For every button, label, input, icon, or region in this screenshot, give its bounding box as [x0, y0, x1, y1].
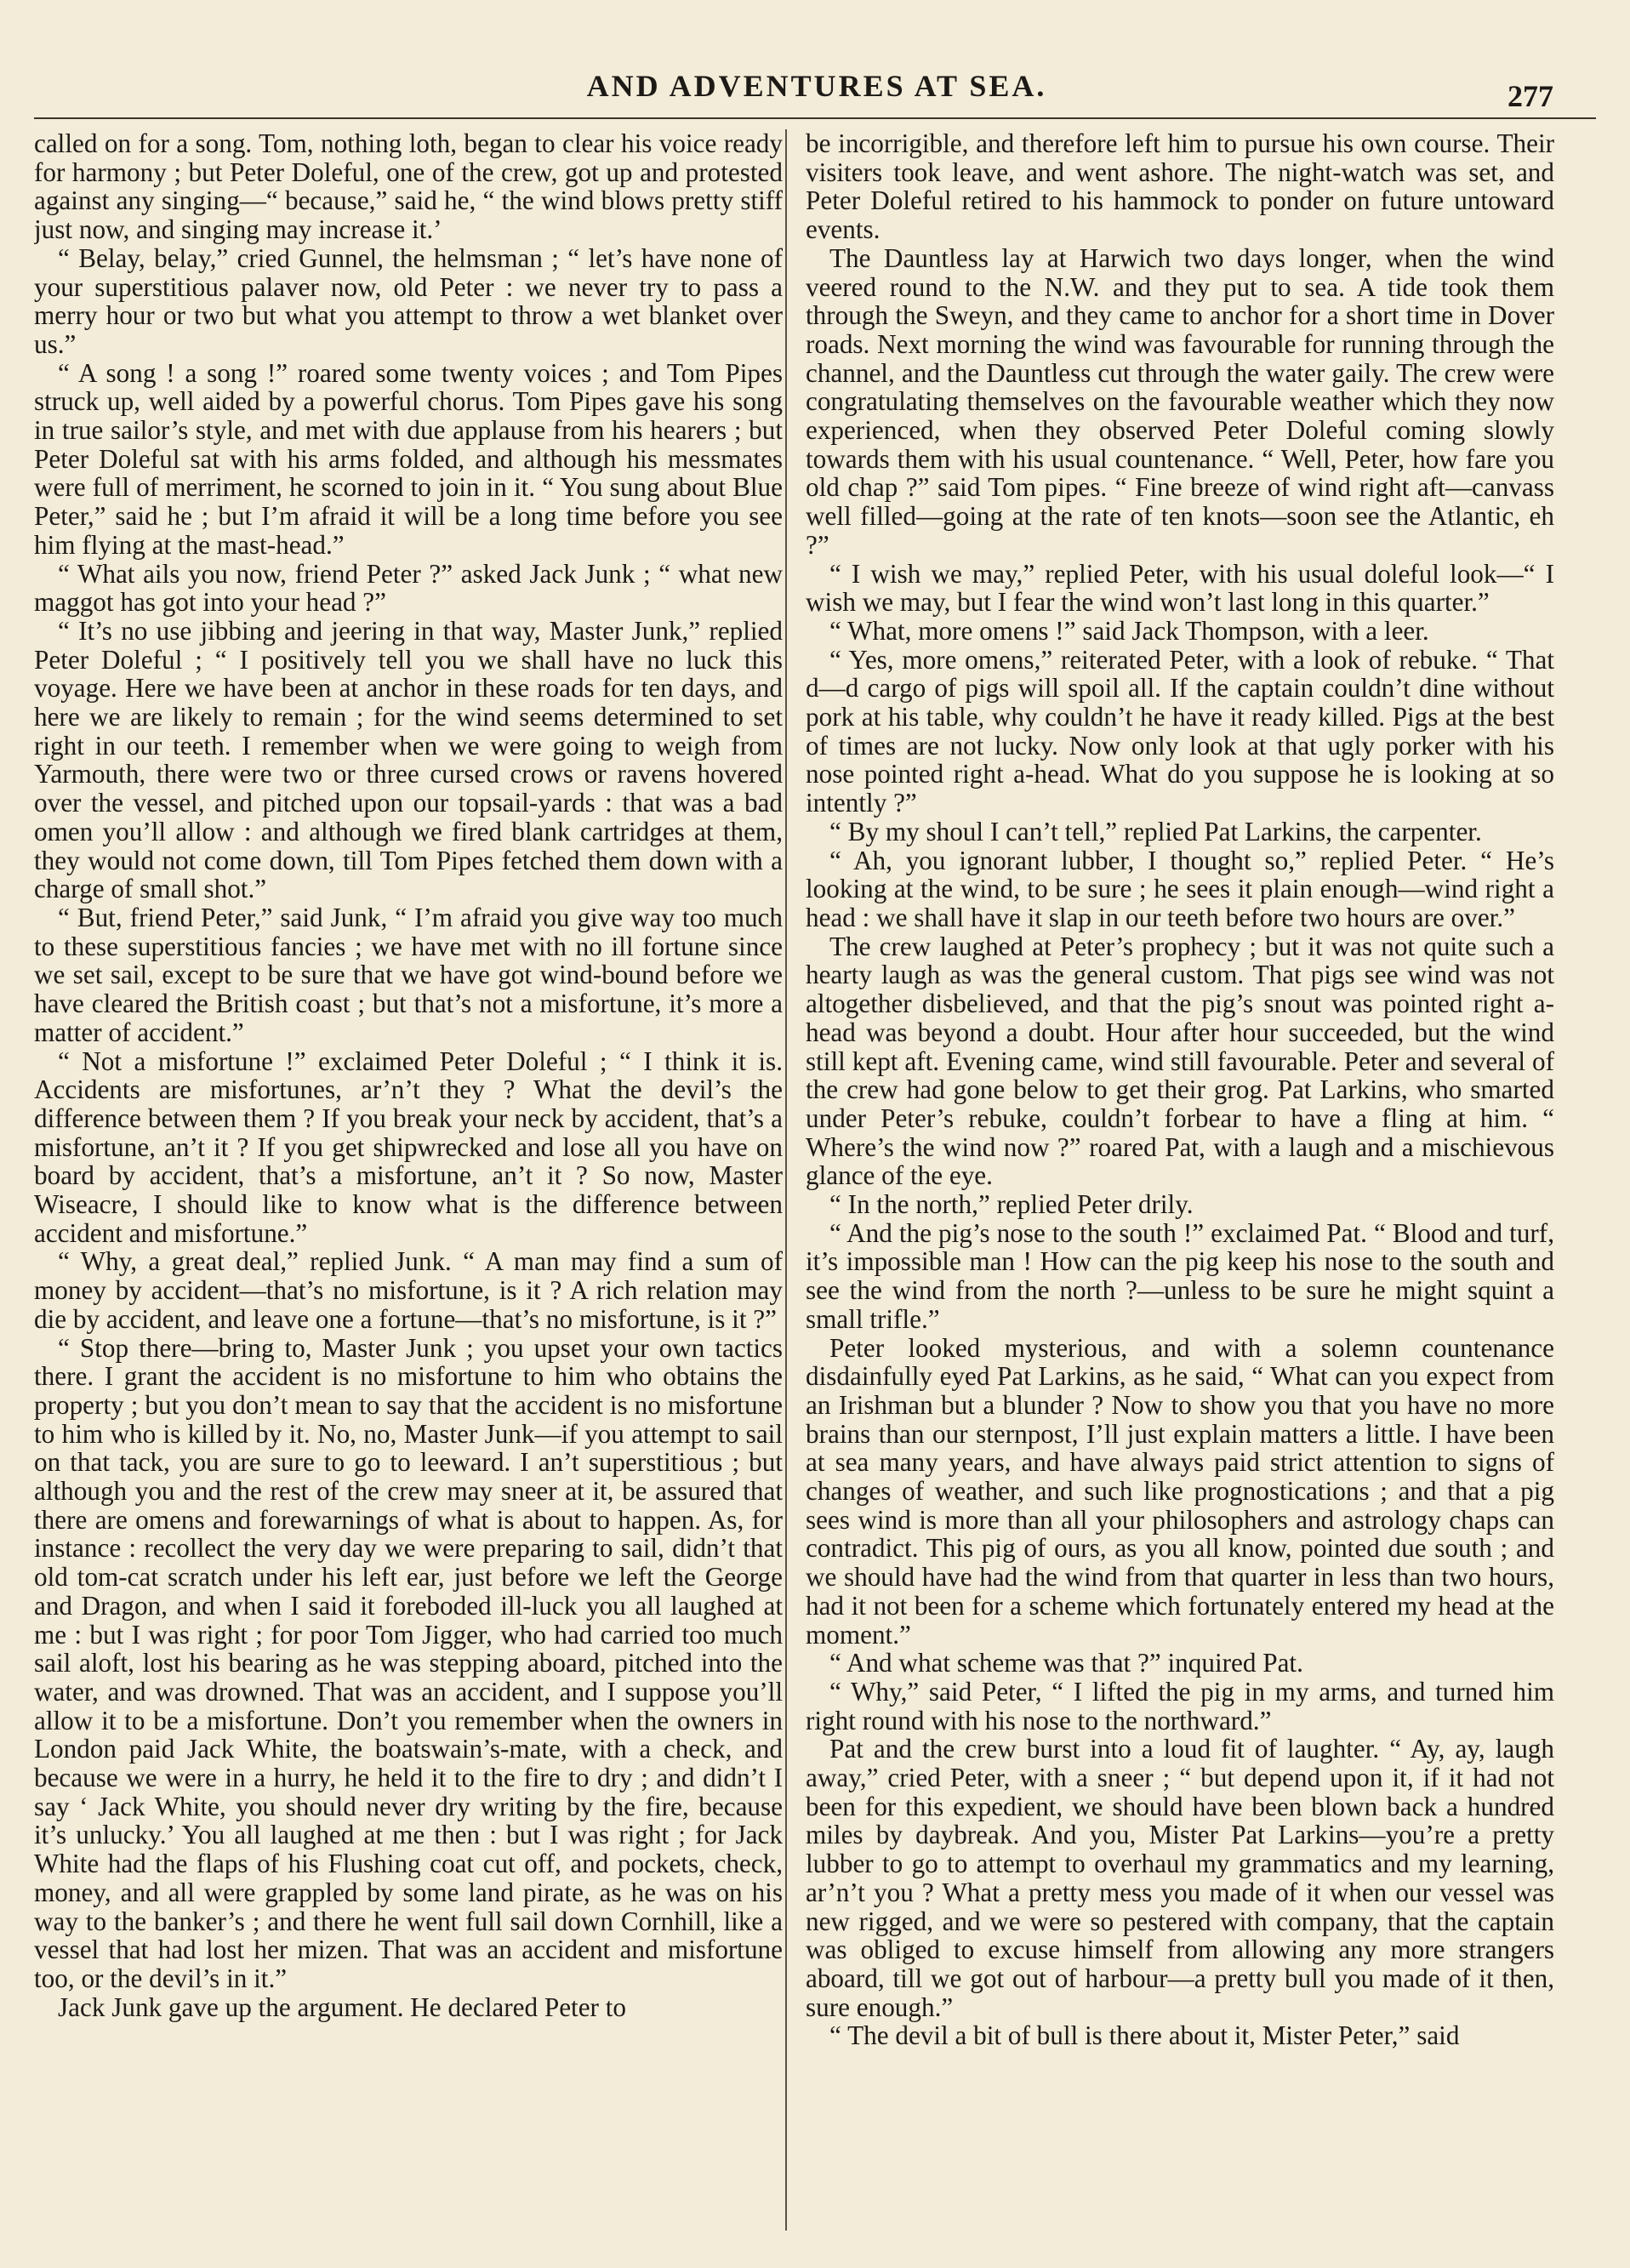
- paragraph: “ And what scheme was that ?” inquired Pat.: [829, 1648, 1303, 1678]
- paragraph: “ The devil a bit of bull is there about it, Mister Peter,” said: [829, 2020, 1460, 2051]
- page-header: [0, 0, 1630, 128]
- paragraph: be incorrigible, and therefore left him to pursue his own course. Their visiters took leave, and went ashore. The night-watch was set, and Peter Doleful retired to his hammock to ponder on future untoward events.: [806, 129, 1554, 245]
- paragraph: “ I wish we may,” replied Peter, with his usual doleful look—“ I wish we may, but I fear the wind won’t last long in this quarter.”: [806, 558, 1554, 618]
- paragraph: The crew laughed at Peter’s prophecy ; but it was not quite such a hearty laugh as was the general custom. That pigs see wind was not altogether disbelieved, and that the pig’s snout was pointed right a-head was beyond a doubt. Hour after hour succeeded, but the wind still kept aft. Evening came, wind still favourable. Peter and several of the crew had gone below to get their grog. Pat Larkins, who smarted under Peter’s rebuke, couldn’t forbear to have a fling at him. “ Where’s the wind now ?” roared Pat, with a laugh and a mischievous glance of the eye.: [806, 931, 1554, 1191]
- right-column: [806, 129, 1554, 2239]
- paragraph: “ Not a misfortune !” exclaimed Peter Doleful ; “ I think it is. Accidents are misfortunes, ar’n’t they ? What the devil’s the difference between them ? If you break your neck by accident, that’s a misfortune, an’t it ? If you get shipwrecked and lose all you have on board by accident, that’s a misfortune, an’t it ? So now, Master Wiseacre, I should like to know what is the difference between accident and misfortune.”: [34, 1046, 783, 1248]
- paragraph: Peter looked mysterious, and with a solemn countenance disdainfully eyed Pat Larkins, as he said, “ What can you expect from an Irishman but a blunder ? Now to show you that you have no more brains than our sternpost, I’ll just explain matters a little. I have been at sea many years, and have always paid strict attention to signs of changes of weather, and such like prognostications ; and that a pig sees wind is more than all your philosophers and astrology chaps can contradict. This pig of ours, as you all know, pointed due south ; and we should have had the wind from that quarter in less than two hours, had it not been for a scheme which fortunately entered my head at the moment.”: [806, 1332, 1554, 1650]
- paragraph: “ What, more omens !” said Jack Thompson, with a leer.: [829, 615, 1429, 646]
- paragraph: “ In the north,” replied Peter drily.: [829, 1189, 1194, 1220]
- page-number: 277: [1507, 79, 1553, 113]
- paragraph: “ Why,” said Peter, “ I lifted the pig in my arms, and turned him right round with his nose to the northward.”: [806, 1676, 1554, 1735]
- paragraph: “ Belay, belay,” cried Gunnel, the helmsman ; “ let’s have none of your superstitious palaver now, old Peter : we never try to pass a merry hour or two but what you attempt to throw a wet blanket over us.”: [34, 242, 783, 359]
- paragraph: Jack Junk gave up the argument. He declared Peter to: [58, 1992, 626, 2022]
- left-column: [34, 129, 783, 2239]
- paragraph: Pat and the crew burst into a loud fit of laughter. “ Ay, ay, laugh away,” cried Peter, with a sneer ; “ but depend upon it, if it had not been for this expedient, we should have been blown back a hundred miles by daybreak. And you, Mister Pat Larkins—you’re a pretty lubber to go to attempt to overhaul my grammatics and my learning, ar’n’t you ? What a pretty mess you made of it when our vessel was new rigged, and we were so pestered with company, that the captain was obliged to excuse himself from allowing any more strangers aboard, till we got out of harbour—a pretty bull you made of it then, sure enough.”: [806, 1734, 1554, 2022]
- paragraph: “ Yes, more omens,” reiterated Peter, with a look of rebuke. “ That d—d cargo of pigs will spoil all. If the captain couldn’t dine without pork at his table, why couldn’t he have it ready killed. Pigs at the best of times are not lucky. Now only look at that ugly porker with his nose pointed right a-head. What do you suppose he is looking at so intently ?”: [806, 644, 1554, 818]
- running-title: AND ADVENTURES AT SEA.: [586, 69, 1047, 103]
- paragraph: The Dauntless lay at Harwich two days longer, when the wind veered round to the N.W. and they put to sea. A tide took them through the Sweyn, and they came to anchor for a short time in Dover roads. Next morning the wind was favourable for running through the channel, and the Dauntless cut through the water gaily. The crew were congratulating themselves on the favourable weather which they now experienced, when they observed Peter Doleful coming slowly towards them with his usual countenance. “ Well, Peter, how fare you old chap ?” said Tom pipes. “ Fine breeze of wind right aft—canvass well filled—going at the rate of ten knots—soon see the Atlantic, eh ?”: [806, 242, 1554, 560]
- paragraph: “ By my shoul I can’t tell,” replied Pat Larkins, the carpenter.: [829, 816, 1482, 846]
- header-rule: [34, 117, 1596, 119]
- paragraph: “ What ails you now, friend Peter ?” asked Jack Junk ; “ what new maggot has got into your head ?”: [34, 558, 783, 618]
- paragraph: called on for a song. Tom, nothing loth, began to clear his voice ready for harmony ; but Peter Doleful, one of the crew, got up and protested against any singing—“ because,” said he, “ the wind blows pretty stiff just now, and singing may increase it.’: [34, 129, 783, 245]
- paragraph: “ It’s no use jibbing and jeering in that way, Master Junk,” replied Peter Doleful ; “ I positively tell you we shall have no luck this voyage. Here we have been at anchor in these roads for ten days, and here we are likely to remain ; for the wind seems determined to set right in our teeth. I remember when we were going to weigh from Yarmouth, there were two or three cursed crows or ravens hovered over the vessel, and pitched upon our topsail-yards : that was a bad omen you’ll allow : and although we fired blank cartridges at them, they would not come down, till Tom Pipes fetched them down with a charge of small shot.”: [34, 615, 783, 904]
- paragraph: “ Ah, you ignorant lubber, I thought so,” replied Peter. “ He’s looking at the wind, to be sure ; he sees it plain enough—wind right a head : we shall have it slap in our teeth before two hours are over.”: [806, 845, 1554, 932]
- paragraph: “ And the pig’s nose to the south !” exclaimed Pat. “ Blood and turf, it’s impossible man ! How can the pig keep his nose to the south and see the wind from the north ?—unless to be sure he might squint a small trifle.”: [806, 1217, 1554, 1334]
- paragraph: “ Stop there—bring to, Master Junk ; you upset your own tactics there. I grant the accident is no misfortune to him who obtains the property ; but you don’t mean to say that the accident is no misfortune to him who is killed by it. No, no, Master Junk—if you attempt to sail on that tack, you are sure to go to leeward. I an’t superstitious ; but although you and the rest of the crew may sneer at it, be assured that there are omens and forewarnings of what is about to happen. As, for instance : recollect the very day we were preparing to sail, didn’t that old tom-cat scratch under his left ear, just before we left the George and Dragon, and when I said it foreboded ill-luck you all laughed at me : but I was right ; for poor Tom Jigger, who had carried too much sail aloft, lost his bearing as he was stepping aboard, pitched into the water, and was drowned. That was an accident, and I suppose you’ll allow it to be a misfortune. Don’t you remember when the owners in London paid Jack White, the boatswain’s-mate, with a check, and because we were in a hurry, he held it to the fire to dry ; and didn’t I say ‘ Jack White, you should never dry writing by the fire, because it’s unlucky.’ You all laughed at me then : but I was right ; for Jack White had the flaps of his Flushing coat cut off, and pockets, check, money, and all were grappled by some land pirate, as he was on his way to the banker’s ; and there he went full sail down Cornhill, like a vessel that had lost her mizen. That was an accident and misfortune too, or the devil’s in it.”: [34, 1332, 783, 1993]
- column-divider: [785, 129, 787, 2231]
- paragraph: “ A song ! a song !” roared some twenty voices ; and Tom Pipes struck up, well aided by a powerful chorus. Tom Pipes gave his song in true sailor’s style, and met with due applause from his hearers ; but Peter Doleful sat with his arms folded, and although his messmates were full of merriment, he scorned to join in it. “ You sung about Blue Peter,” said he ; but I’m afraid it will be a long time before you see him flying at the mast-head.”: [34, 357, 783, 560]
- paragraph: “ But, friend Peter,” said Junk, “ I’m afraid you give way too much to these superstitious fancies ; we have met with no ill fortune since we set sail, except to be sure that we have got wind-bound before we have cleared the British coast ; but that’s not a misfortune, it’s more a matter of accident.”: [34, 902, 783, 1047]
- paragraph: “ Why, a great deal,” replied Junk. “ A man may find a sum of money by accident—that’s no misfortune, is it ? A rich relation may die by accident, and leave one a fortune—that’s no misfortune, is it ?”: [34, 1246, 783, 1334]
